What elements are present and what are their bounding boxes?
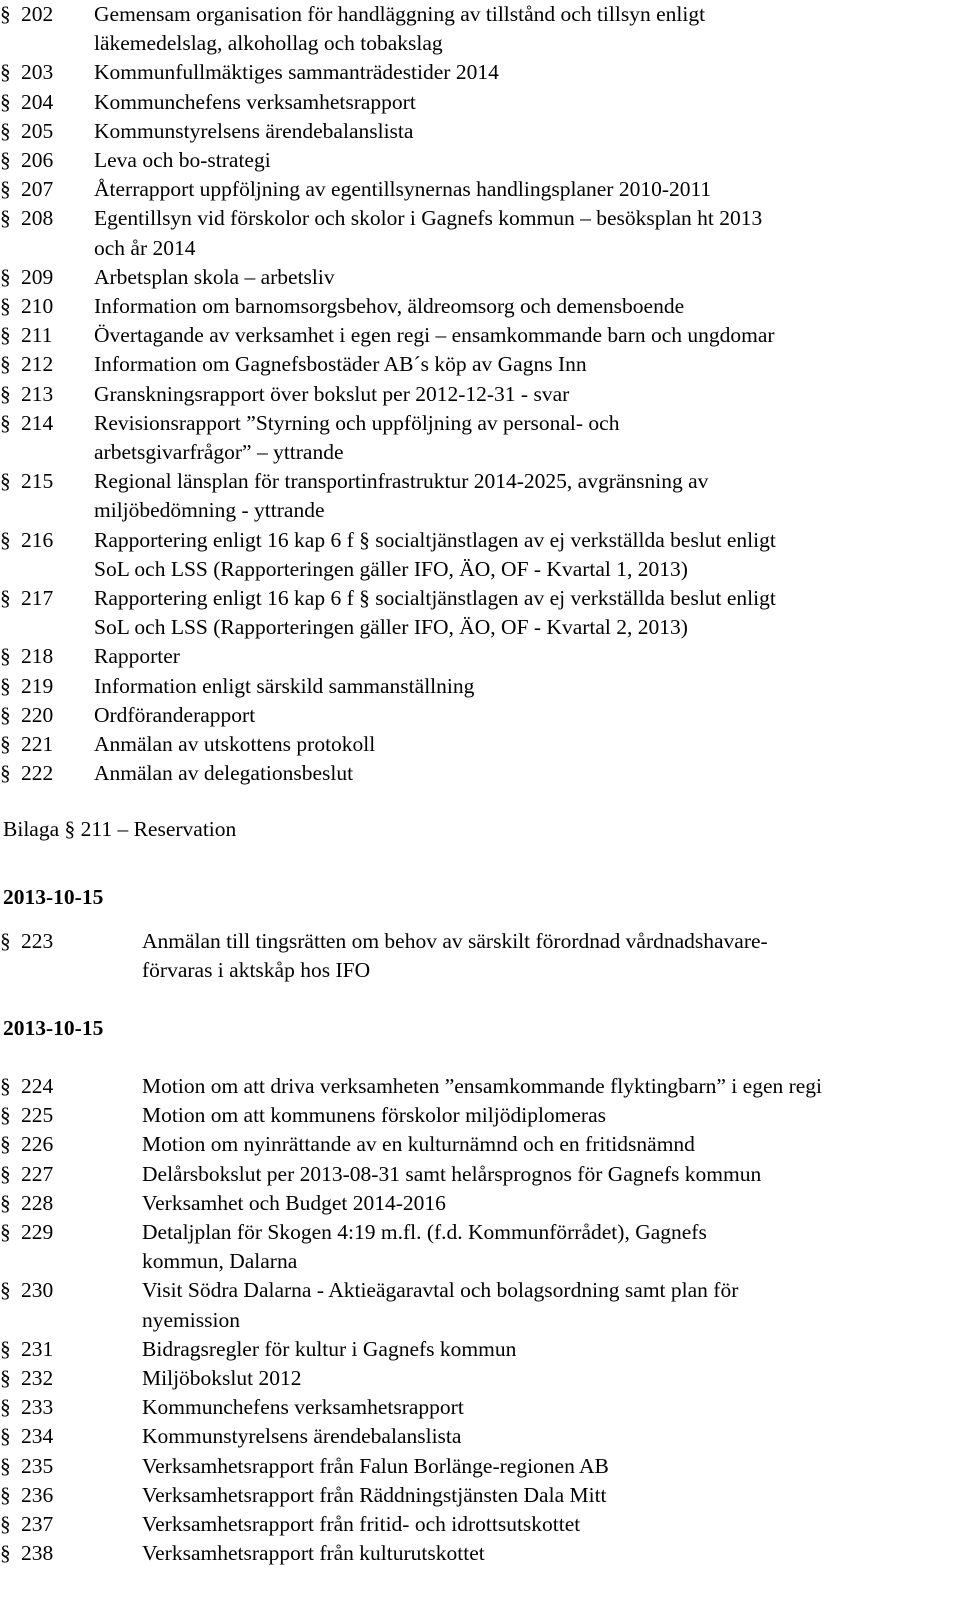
agenda-item-221 bbox=[0, 730, 960, 759]
item-number: 227 bbox=[21, 1161, 54, 1186]
bilaga-line: Bilaga § 211 – Reservation bbox=[3, 817, 237, 841]
item-title: Motion om att kommunens förskolor miljödiplomeras bbox=[142, 1103, 607, 1128]
agenda-item-238 bbox=[0, 1539, 960, 1568]
paragraph-sign: § bbox=[0, 1512, 11, 1537]
item-number: 203 bbox=[21, 60, 54, 85]
item-title: Arbetsplan skola – arbetsliv bbox=[94, 264, 335, 289]
paragraph-sign: § bbox=[0, 929, 11, 953]
agenda-item-220 bbox=[0, 701, 960, 730]
paragraph-sign: § bbox=[0, 1278, 11, 1303]
item-number: 217 bbox=[21, 586, 54, 611]
agenda-item-204 bbox=[0, 88, 960, 117]
agenda-item-235 bbox=[0, 1452, 960, 1481]
item-title: Motion om nyinrättande av en kulturnämnd och en fritidsnämnd bbox=[142, 1132, 695, 1157]
item-title: Verksamhetsrapport från fritid- och idrottsutskottet bbox=[142, 1512, 581, 1537]
paragraph-sign: § bbox=[0, 1074, 11, 1098]
item-number: 216 bbox=[21, 527, 54, 552]
item-number: 224 bbox=[21, 1074, 54, 1098]
date-heading-2: 2013-10-15 bbox=[3, 1016, 104, 1040]
item-title: Miljöbokslut 2012 bbox=[142, 1366, 302, 1391]
item-title: Återrapport uppföljning av egentillsynernas handlingsplaner 2010-2011 bbox=[94, 177, 712, 202]
item-number: 206 bbox=[21, 148, 54, 173]
item-title: Kommunchefens verksamhetsrapport bbox=[142, 1395, 464, 1420]
agenda-item-225 bbox=[0, 1101, 960, 1130]
item-title: Information om barnomsorgsbehov, äldreomsorg och demensboende bbox=[94, 294, 685, 319]
agenda-item-236 bbox=[0, 1481, 960, 1510]
agenda-item-214 bbox=[0, 409, 960, 467]
item-title: Delårsbokslut per 2013-08-31 samt helårsprognos för Gagnefs kommun bbox=[142, 1161, 762, 1186]
item-number: 235 bbox=[21, 1453, 54, 1478]
item-title: Verksamhetsrapport från Falun Borlänge-regionen AB bbox=[142, 1453, 609, 1478]
item-number: 221 bbox=[21, 732, 54, 757]
agenda-item-203 bbox=[0, 58, 960, 87]
item-title: Rapporter bbox=[94, 644, 180, 669]
item-title: Verksamhetsrapport från Räddningstjänsten Dala Mitt bbox=[142, 1482, 607, 1507]
item-title: Övertagande av verksamhet i egen regi – ensamkommande barn och ungdomar bbox=[94, 323, 775, 348]
agenda-item-208 bbox=[0, 204, 960, 262]
agenda-item-228 bbox=[0, 1189, 960, 1218]
item-title: Verksamhet och Budget 2014-2016 bbox=[142, 1190, 446, 1215]
paragraph-sign: § bbox=[0, 2, 11, 26]
item-title: Detaljplan för Skogen 4:19 m.fl. (f.d. Kommunförrådet), Gagnefs kommun, Dalarna bbox=[142, 1220, 707, 1274]
item-title: Gemensam organisation för handläggning av tillstånd och tillsyn enligt läkemedelslag, alkohollag och tobakslag bbox=[94, 2, 706, 56]
agenda-section-c bbox=[0, 1072, 960, 1568]
item-number: 225 bbox=[21, 1103, 54, 1128]
date-heading-1: 2013-10-15 bbox=[3, 885, 104, 909]
item-title: Regional länsplan för transportinfrastruktur 2014-2025, avgränsning av miljöbedömning - yttrande bbox=[94, 469, 709, 523]
paragraph-sign: § bbox=[0, 1541, 11, 1566]
agenda-item-232 bbox=[0, 1364, 960, 1393]
paragraph-sign: § bbox=[0, 1161, 11, 1186]
item-number: 208 bbox=[21, 206, 54, 231]
item-number: 213 bbox=[21, 381, 54, 406]
item-title: Ordföranderapport bbox=[94, 702, 256, 727]
item-number: 214 bbox=[21, 410, 54, 435]
item-title: Verksamhetsrapport från kulturutskottet bbox=[142, 1541, 485, 1566]
paragraph-sign: § bbox=[0, 264, 11, 289]
paragraph-sign: § bbox=[0, 381, 11, 406]
paragraph-sign: § bbox=[0, 761, 11, 786]
item-number: 228 bbox=[21, 1190, 54, 1215]
paragraph-sign: § bbox=[0, 1366, 11, 1391]
item-number: 232 bbox=[21, 1366, 54, 1391]
paragraph-sign: § bbox=[0, 1336, 11, 1361]
item-title: Rapportering enligt 16 kap 6 f § socialtjänstlagen av ej verkställda beslut enligt SoL och LSS (Rapporteringen gäller IFO, ÄO, OF - Kvartal 2, 2013) bbox=[94, 586, 776, 640]
agenda-item-226 bbox=[0, 1130, 960, 1159]
agenda-item-217 bbox=[0, 584, 960, 642]
agenda-item-218 bbox=[0, 642, 960, 671]
agenda-item-211 bbox=[0, 321, 960, 350]
agenda-item-205 bbox=[0, 117, 960, 146]
paragraph-sign: § bbox=[0, 294, 11, 319]
paragraph-sign: § bbox=[0, 1132, 11, 1157]
agenda-item-202 bbox=[0, 0, 960, 58]
item-title: Revisionsrapport ”Styrning och uppföljning av personal- och arbetsgivarfrågor” – yttrande bbox=[94, 410, 620, 465]
item-title: Kommunfullmäktiges sammanträdestider 2014 bbox=[94, 60, 499, 85]
paragraph-sign: § bbox=[0, 469, 11, 494]
item-title: Anmälan av utskottens protokoll bbox=[94, 732, 376, 757]
item-number: 230 bbox=[21, 1278, 54, 1303]
agenda-item-233 bbox=[0, 1393, 960, 1422]
item-number: 222 bbox=[21, 761, 54, 786]
paragraph-sign: § bbox=[0, 89, 11, 114]
item-number: 218 bbox=[21, 644, 54, 669]
item-number: 238 bbox=[21, 1541, 54, 1566]
agenda-section-b bbox=[0, 927, 960, 985]
paragraph-sign: § bbox=[0, 673, 11, 698]
paragraph-sign: § bbox=[0, 1482, 11, 1507]
item-title: Anmälan av delegationsbeslut bbox=[94, 761, 354, 786]
item-title: Motion om att driva verksamheten ”ensamkommande flyktingbarn” i egen regi bbox=[142, 1074, 823, 1098]
item-number: 202 bbox=[21, 2, 54, 26]
item-number: 234 bbox=[21, 1424, 54, 1449]
item-number: 212 bbox=[21, 352, 54, 377]
agenda-item-222 bbox=[0, 759, 960, 788]
item-number: 210 bbox=[21, 294, 54, 319]
agenda-item-227 bbox=[0, 1160, 960, 1189]
agenda-item-229 bbox=[0, 1218, 960, 1276]
item-title: Bidragsregler för kultur i Gagnefs kommun bbox=[142, 1336, 517, 1361]
agenda-item-207 bbox=[0, 175, 960, 204]
paragraph-sign: § bbox=[0, 323, 11, 348]
item-number: 219 bbox=[21, 673, 54, 698]
paragraph-sign: § bbox=[0, 410, 11, 435]
paragraph-sign: § bbox=[0, 1453, 11, 1478]
item-number: 215 bbox=[21, 469, 54, 494]
paragraph-sign: § bbox=[0, 527, 11, 552]
item-title: Egentillsyn vid förskolor och skolor i Gagnefs kommun – besöksplan ht 2013 och år 2014 bbox=[94, 206, 763, 260]
agenda-item-212 bbox=[0, 350, 960, 379]
agenda-item-209 bbox=[0, 263, 960, 292]
item-title: Visit Södra Dalarna - Aktieägaravtal och bolagsordning samt plan för nyemission bbox=[142, 1278, 739, 1332]
agenda-item-210 bbox=[0, 292, 960, 321]
item-title: Anmälan till tingsrätten om behov av särskilt förordnad vårdnadshavare- förvaras i aktskåp hos IFO bbox=[142, 929, 768, 983]
item-title: Leva och bo-strategi bbox=[94, 148, 271, 173]
paragraph-sign: § bbox=[0, 586, 11, 611]
item-title: Granskningsrapport över bokslut per 2012-12-31 - svar bbox=[94, 381, 570, 406]
item-number: 237 bbox=[21, 1512, 54, 1537]
item-title: Information om Gagnefsbostäder AB´s köp av Gagns Inn bbox=[94, 352, 587, 377]
item-number: 223 bbox=[21, 929, 54, 953]
item-number: 204 bbox=[21, 89, 54, 114]
item-number: 207 bbox=[21, 177, 54, 202]
item-title: Information enligt särskild sammanställning bbox=[94, 673, 475, 698]
paragraph-sign: § bbox=[0, 352, 11, 377]
agenda-item-230 bbox=[0, 1276, 960, 1334]
item-number: 233 bbox=[21, 1395, 54, 1420]
agenda-item-234 bbox=[0, 1422, 960, 1451]
paragraph-sign: § bbox=[0, 1103, 11, 1128]
item-number: 236 bbox=[21, 1482, 54, 1507]
paragraph-sign: § bbox=[0, 1424, 11, 1449]
agenda-item-224 bbox=[0, 1072, 960, 1101]
paragraph-sign: § bbox=[0, 1220, 11, 1245]
paragraph-sign: § bbox=[0, 60, 11, 85]
agenda-section-a bbox=[0, 0, 960, 788]
agenda-item-216 bbox=[0, 526, 960, 584]
item-title: Kommunstyrelsens ärendebalanslista bbox=[94, 118, 414, 143]
paragraph-sign: § bbox=[0, 148, 11, 173]
item-number: 229 bbox=[21, 1220, 54, 1245]
item-title: Rapportering enligt 16 kap 6 f § socialtjänstlagen av ej verkställda beslut enligt SoL och LSS (Rapporteringen gäller IFO, ÄO, OF - Kvartal 1, 2013) bbox=[94, 527, 776, 581]
paragraph-sign: § bbox=[0, 1190, 11, 1215]
agenda-item-237 bbox=[0, 1510, 960, 1539]
paragraph-sign: § bbox=[0, 732, 11, 757]
paragraph-sign: § bbox=[0, 118, 11, 143]
paragraph-sign: § bbox=[0, 177, 11, 202]
agenda-item-219 bbox=[0, 672, 960, 701]
item-title: Kommunstyrelsens ärendebalanslista bbox=[142, 1424, 462, 1449]
item-number: 211 bbox=[21, 323, 53, 348]
item-title: Kommunchefens verksamhetsrapport bbox=[94, 89, 416, 114]
agenda-item-215 bbox=[0, 467, 960, 525]
paragraph-sign: § bbox=[0, 1395, 11, 1420]
paragraph-sign: § bbox=[0, 702, 11, 727]
agenda-item-223 bbox=[0, 927, 960, 985]
item-number: 231 bbox=[21, 1336, 54, 1361]
item-number: 220 bbox=[21, 702, 54, 727]
agenda-item-231 bbox=[0, 1335, 960, 1364]
agenda-item-213 bbox=[0, 380, 960, 409]
paragraph-sign: § bbox=[0, 206, 11, 231]
agenda-item-206 bbox=[0, 146, 960, 175]
item-number: 205 bbox=[21, 118, 54, 143]
item-number: 209 bbox=[21, 264, 54, 289]
paragraph-sign: § bbox=[0, 644, 11, 669]
item-number: 226 bbox=[21, 1132, 54, 1157]
